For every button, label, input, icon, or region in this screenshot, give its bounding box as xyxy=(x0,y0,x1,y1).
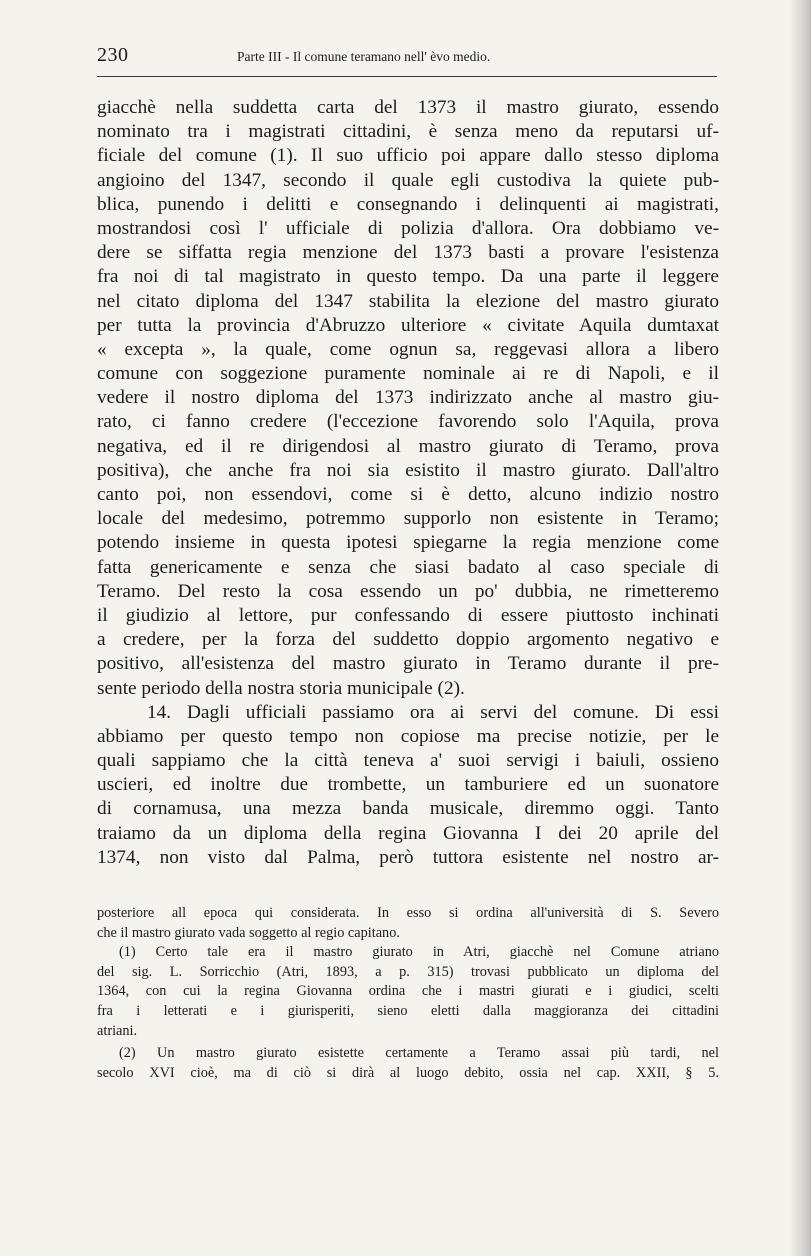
footnote-line: (1) Certo tale era il mastro giurato in Atri, giacchè nel Comune atriano xyxy=(119,944,719,961)
body-line: 1374, non visto dal Palma, però tuttora esistente nel nostro ar- xyxy=(97,846,719,868)
running-head: Parte III - Il comune teramano nell' èvo medio. xyxy=(237,49,491,64)
body-line: locale del medesimo, potremmo supporlo non esistente in Teramo; xyxy=(97,508,719,530)
body-line: sente periodo della nostra storia municipale (2). xyxy=(97,677,465,699)
page-edge-shadow xyxy=(789,0,811,1256)
body-line: abbiamo per questo tempo non copiose ma precise notizie, per le xyxy=(97,725,719,747)
body-line: per tutta la provincia d'Abruzzo ulteriore « civitate Aquila dumtaxat xyxy=(97,314,719,336)
body-line: 14. Dagli ufficiali passiamo ora ai servi del comune. Di essi xyxy=(147,701,719,723)
body-line: a credere, per la forza del suddetto doppio argomento negativo e xyxy=(97,629,719,651)
body-line: fatta genericamente e senza che siasi badato al caso speciale di xyxy=(97,556,719,578)
body-line: angioino del 1347, secondo il quale egli custodiva la quiete pub- xyxy=(97,169,719,191)
footnote-line: (2) Un mastro giurato esistette certamente a Teramo assai più tardi, nel xyxy=(119,1045,719,1062)
body-line: uscieri, ed inoltre due trombette, un tamburiere ed un suonatore xyxy=(97,774,719,796)
body-line: comune con soggezione puramente nominale ai re di Napoli, e il xyxy=(97,363,719,385)
body-line: nominato tra i magistrati cittadini, è senza meno da reputarsi uf- xyxy=(97,121,719,143)
footnote-line: che il mastro giurato vada soggetto al regio capitano. xyxy=(97,924,400,941)
body-line: vedere il nostro diploma del 1373 indirizzato anche al mastro giu- xyxy=(97,387,719,409)
body-line: di cornamusa, una mezza banda musicale, diremmo oggi. Tanto xyxy=(97,798,719,820)
body-line: giacchè nella suddetta carta del 1373 il mastro giurato, essendo xyxy=(97,97,719,118)
body-line: negativa, ed il re dirigendosi al mastro giurato di Teramo, prova xyxy=(97,435,719,457)
body-line: il giudizio al lettore, pur confessando di essere piuttosto inchinati xyxy=(97,604,719,626)
header-rule xyxy=(97,76,717,77)
footnote-line: 1364, con cui la regina Giovanna ordina che i mastri giurati e i giudici, scelti xyxy=(97,983,719,1000)
page-number: 230 xyxy=(97,44,129,66)
body-line: « excepta », la quale, come ognun sa, reggevasi allora a libero xyxy=(97,338,719,360)
footnote-line: posteriore all epoca qui considerata. In esso si ordina all'università di S. Severo xyxy=(97,905,719,921)
body-line: blica, punendo i delitti e consegnando i delinquenti ai magistrati, xyxy=(97,193,719,215)
body-line: canto poi, non essendovi, come si è detto, alcuno indizio nostro xyxy=(97,484,719,505)
footnote-line: secolo XVI cioè, ma di ciò si dirà al luogo debito, ossia nel cap. XXII, § 5. xyxy=(97,1064,719,1081)
body-line: Teramo. Del resto la cosa essendo un po' dubbia, ne rimetteremo xyxy=(97,580,719,602)
body-line: positivo, all'esistenza del mastro giurato in Teramo durante il pre- xyxy=(97,653,719,675)
body-line: ficiale del comune (1). Il suo ufficio poi appare dallo stesso diploma xyxy=(97,145,719,167)
footnote-line: del sig. L. Sorricchio (Atri, 1893, a p. 315) trovasi pubblicato un diploma del xyxy=(97,963,719,980)
footnotes xyxy=(97,904,719,1083)
body-line: quali sappiamo che la città teneva a' suoi servigi i baiuli, ossieno xyxy=(97,750,719,772)
body-line: fra noi di tal magistrato in questo tempo. Da una parte il leggere xyxy=(97,266,719,288)
footnote-line: fra i letterati e i giurisperiti, sieno eletti dalla maggioranza dei cittadini xyxy=(97,1002,719,1019)
main-text xyxy=(97,96,719,870)
body-line: nel citato diploma del 1347 stabilita la elezione del mastro giurato xyxy=(97,290,719,312)
body-line: mostrandosi così l' ufficiale di polizia d'allora. Ora dobbiamo ve- xyxy=(97,217,719,239)
body-line: positiva), che anche fra noi sia esistito il mastro giurato. Dall'altro xyxy=(97,459,719,481)
page-header xyxy=(97,44,717,74)
body-line: traiamo da un diploma della regina Giovanna I dei 20 aprile del xyxy=(97,822,719,844)
body-line: rato, ci fanno credere (l'eccezione favorendo solo l'Aquila, prova xyxy=(97,411,719,433)
body-line: potendo insieme in questa ipotesi spiegarne la regia menzione come xyxy=(97,532,719,554)
footnote-line: atriani. xyxy=(97,1022,138,1039)
body-line: dere se siffatta regia menzione del 1373 basti a provare l'esistenza xyxy=(97,242,719,264)
